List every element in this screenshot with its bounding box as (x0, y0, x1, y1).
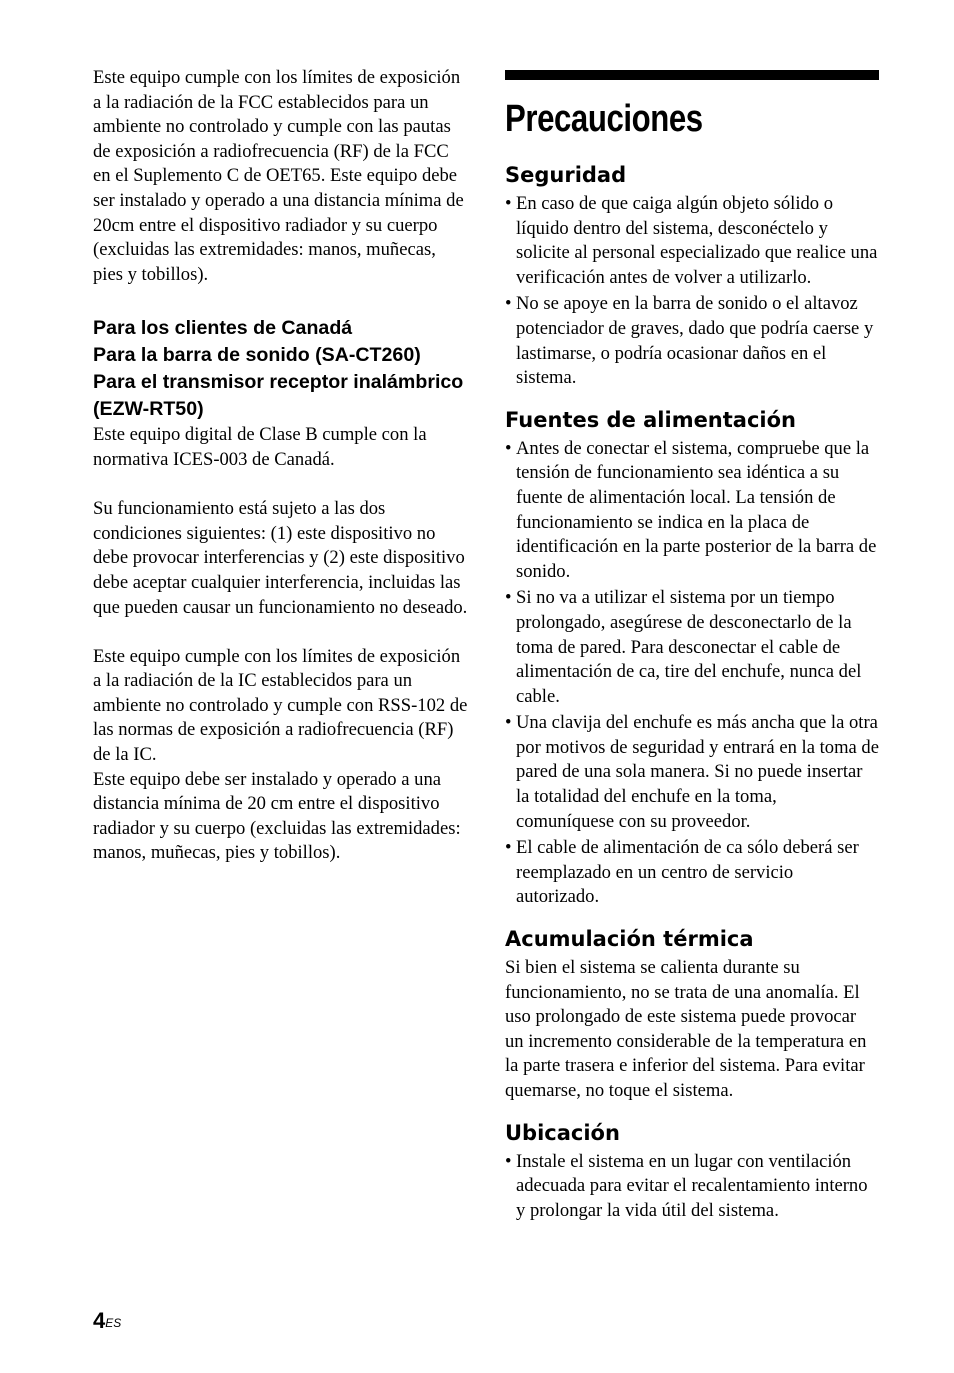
canada-heading-line: Para los clientes de Canadá (93, 317, 353, 340)
section-heading-fuentes: Fuentes de alimentación (505, 407, 796, 432)
section-heading-seguridad: Seguridad (505, 163, 627, 187)
canada-heading (93, 315, 469, 423)
canada-paragraph-3b: Este equipo debe ser instalado y operado a una distancia mínima de 20 cm entre el dispositivo radiador y su cuerpo (excluidas las extremidades: manos, muñecas, pies y tobillos). (93, 768, 461, 864)
left-column (93, 66, 469, 866)
list-item: • Antes de conectar el sistema, compruebe que la tensión de funcionamiento sea idéntica a su fuente de alimentación local. La tensión de funcionamiento se indica en la placa de identificación en la parte posterior de la barra de sonido. (505, 437, 879, 585)
list-item: • Una clavija del enchufe es más ancha que la otra por motivos de seguridad y entrará en la toma de pared de una sola manera. Si no puede insertar la totalidad del enchufe en la toma, comuníquese con su proveedor. (505, 711, 879, 834)
fuentes-list (505, 437, 879, 910)
page-title: Precauciones (505, 98, 703, 140)
canada-paragraph-1: Este equipo digital de Clase B cumple con la normativa ICES-003 de Canadá. (93, 424, 427, 470)
list-item: • El cable de alimentación de ca sólo deberá ser reemplazado en un centro de servicio autorizado. (505, 836, 879, 910)
section-heading-ubicacion: Ubicación (505, 1120, 620, 1145)
canada-paragraph-3a: Este equipo cumple con los límites de exposición a la radiación de la IC establecidos para un ambiente no controlado y cumple con RSS-102 de las normas de exposición a radiofrecuencia (RF) de la IC. (93, 645, 468, 766)
list-item: • Si no va a utilizar el sistema por un tiempo prolongado, asegúrese de desconectarlo de la toma de pared. Para desconectar el cable de alimentación de ca, tire del enchufe, nunca del cable. (505, 586, 879, 709)
right-column (505, 70, 879, 1225)
list-item: • En caso de que caiga algún objeto sólido o líquido dentro del sistema, desconéctelo y solicite al personal especializado que realice una verificación antes de volver a utilizarlo. (505, 192, 879, 290)
section-heading-acumulacion: Acumulación térmica (505, 927, 754, 952)
page-number-suffix: ES (105, 1316, 122, 1330)
list-item: • Instale el sistema en un lugar con ventilación adecuada para evitar el recalentamiento interno y prolongar la vida útil del sistema. (505, 1150, 879, 1224)
ubicacion-list (505, 1150, 879, 1224)
canada-heading-line: Para la barra de sonido (SA-CT260) (93, 344, 421, 367)
page-number-value: 4 (93, 1308, 106, 1333)
fcc-paragraph: Este equipo cumple con los límites de exposición a la radiación de la FCC establecidos para un ambiente no controlado y cumple con las pautas de exposición a radiofrecuencia (RF) de la FCC en el Suplemento C de OET65. Este equipo debe ser instalado y operado a una distancia mínima de 20cm entre el dispositivo radiador y su cuerpo (excluidas las extremidades: manos, muñecas, pies y tobillos). (93, 67, 464, 285)
seguridad-list (505, 192, 879, 391)
canada-heading-line: Para el transmisor receptor inalámbrico (EZW-RT50) (93, 371, 464, 421)
page-number (93, 1308, 121, 1334)
list-item: • No se apoye en la barra de sonido o el altavoz potenciador de graves, dado que podría caerse y lastimarse, o podría ocasionar daños en el sistema. (505, 292, 879, 390)
acumulacion-paragraph: Si bien el sistema se calienta durante su funcionamiento, no se trata de una anomalía. El uso prolongado de este sistema puede provocar un incremento considerable de la temperatura en la parte trasera e inferior del sistema. Para evitar quemarse, no toque el sistema. (505, 957, 867, 1101)
canada-paragraph-2: Su funcionamiento está sujeto a las dos condiciones siguientes: (1) este dispositivo no debe provocar interferencias y (2) este dispositivo debe aceptar cualquier interferencia, incluidas las que pueden causar un funcionamiento no deseado. (93, 498, 468, 618)
title-rule (505, 70, 879, 80)
